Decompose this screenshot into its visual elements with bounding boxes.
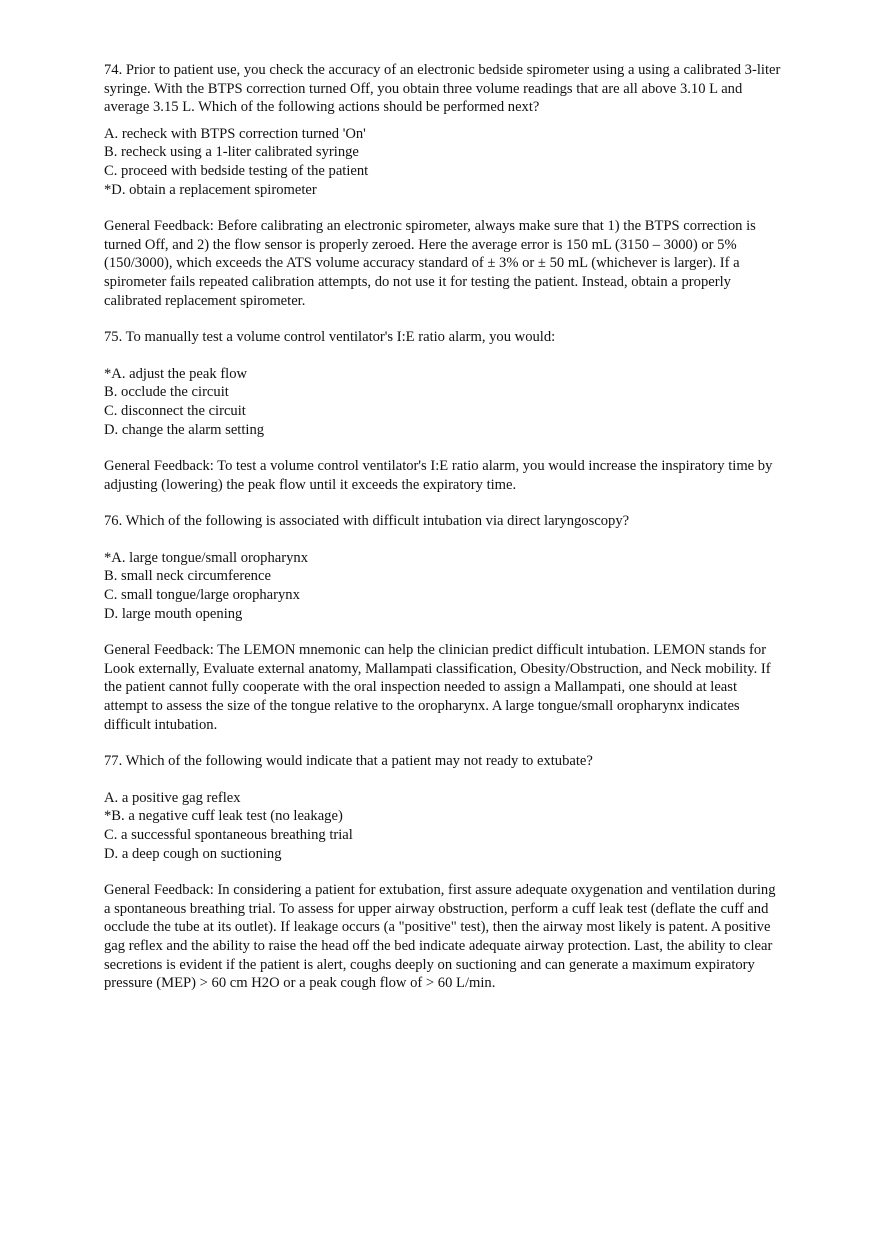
option-b: B. recheck using a 1-liter calibrated syringe: [104, 144, 359, 161]
general-feedback: General Feedback: In considering a patient for extubation, first assure adequate oxygenation and ventilation during a spontaneous breathing trial. To assess for upper airway obstruction, perform a cuff leak test (deflate the cuff and occlude the tube at its outlet). If leakage occurs (a "positive" test), then the airway most likely is patent. A positive gag reflex and the ability to raise the head off the bed indicate adequate airway protection. Last, the ability to clear secretions is evident if the patient is alert, coughs deeply on suctioning and can generate a maximum expiratory pressure (MEP) > 60 cm H2O or a peak cough flow of > 60 L/min.: [104, 882, 776, 992]
option-d-correct: *D. obtain a replacement spirometer: [104, 181, 317, 198]
document-page: [104, 61, 784, 993]
question-stem: 77. Which of the following would indicate that a patient may not ready to extubate?: [104, 753, 593, 770]
option-d: D. change the alarm setting: [104, 421, 265, 438]
question-stem: 74. Prior to patient use, you check the accuracy of an electronic bedside spirometer using a using a calibrated 3-liter syringe. With the BTPS correction turned Off, you obtain three volume readings that are all above 3.10 L and average 3.15 L. Which of the following actions should be performed next?: [104, 62, 781, 116]
option-a-correct: *A. adjust the peak flow: [104, 365, 248, 382]
question-77: [104, 752, 784, 993]
question-74: [104, 61, 784, 310]
question-76: [104, 512, 784, 734]
option-b: B. small neck circumference: [104, 568, 271, 585]
answer-options: [104, 549, 784, 623]
option-c: C. a successful spontaneous breathing trial: [104, 827, 353, 843]
question-75: [104, 328, 784, 494]
option-a-correct: *A. large tongue/small oropharynx: [104, 549, 308, 566]
option-a: A. recheck with BTPS correction turned 'On': [104, 125, 366, 142]
general-feedback: General Feedback: The LEMON mnemonic can help the clinician predict difficult intubation. LEMON stands for Look externally, Evaluate external anatomy, Mallampati classification, Obesity/Obstruction, and Neck mobility. If the patient cannot fully cooperate with the oral inspection needed to assign a Mallampati, one should at least attempt to assess the size of the tongue relative to the oropharynx. A large tongue/small oropharynx indicates difficult intubation.: [104, 642, 771, 733]
option-c: C. small tongue/large oropharynx: [104, 587, 300, 604]
option-b: B. occlude the circuit: [104, 384, 229, 401]
option-d: D. a deep cough on suctioning: [104, 845, 282, 862]
question-stem: 76. Which of the following is associated with difficult intubation via direct laryngoscopy?: [104, 513, 630, 530]
general-feedback: General Feedback: Before calibrating an electronic spirometer, always make sure that 1) the BTPS correction is turned Off, and 2) the flow sensor is properly zeroed. Here the average error is 150 mL (3150 – 3000) or 5% (150/3000), which exceeds the ATS volume accuracy standard of ± 3% or ± 50 mL (whichever is larger). If a spirometer fails repeated calibration attempts, do not use it for testing the patient. Instead, obtain a properly calibrated replacement spirometer.: [104, 218, 756, 309]
option-a: A. a positive gag reflex: [104, 789, 241, 806]
option-b-correct: *B. a negative cuff leak test (no leakage): [104, 808, 343, 825]
option-d: D. large mouth opening: [104, 605, 243, 622]
question-stem: 75. To manually test a volume control ventilator's I:E ratio alarm, you would:: [104, 329, 556, 346]
answer-options: [104, 365, 784, 439]
option-c: C. proceed with bedside testing of the patient: [104, 162, 369, 179]
answer-options: [104, 125, 784, 199]
answer-options: [104, 789, 784, 863]
option-c: C. disconnect the circuit: [104, 402, 246, 419]
general-feedback: General Feedback: To test a volume control ventilator's I:E ratio alarm, you would increase the inspiratory time by adjusting (lowering) the peak flow until it exceeds the expiratory time.: [104, 458, 773, 493]
